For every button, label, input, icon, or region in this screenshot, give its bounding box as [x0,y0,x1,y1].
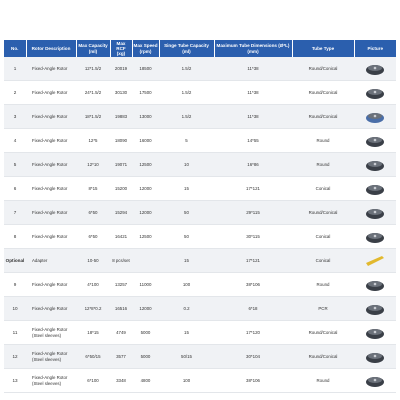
cell-max-rcf: 18090 [110,129,132,153]
header-max-capacity: Max Capacity (ml) [76,40,110,57]
cell-tube-type: Round [292,129,354,153]
cell-single-tube-capacity: 50 [159,201,214,225]
cell-rotor-description: Fixed-Angle Rotor [26,81,76,105]
cell-max-rcf: 20019 [110,57,132,81]
cell-single-tube-capacity: 15 [159,249,214,273]
cell-rotor-description: Fixed-Angle Rotor (Steel sleeves) [26,369,76,393]
rotor-12-place-dark-icon [365,134,385,148]
rotor-spec-table [4,40,396,393]
cell-rotor-description: Fixed-Angle Rotor [26,105,76,129]
cell-max-capacity: 8*15 [76,177,110,201]
rotor-steel-sleeves-icon [365,374,385,388]
cell-max-rcf: 15200 [110,177,132,201]
cell-no: 3 [4,105,26,129]
cell-max-speed: 5000 [132,345,159,369]
cell-max-rcf: 3577 [110,345,132,369]
table-row [4,369,396,393]
cell-rotor-description: Fixed-Angle Rotor [26,225,76,249]
cell-picture [354,105,396,129]
cell-tube-type: Round [292,369,354,393]
cell-max-capacity: 6*50 [76,225,110,249]
header-no: No. [4,40,26,57]
cell-picture [354,177,396,201]
cell-rotor-description: Fixed-Angle Rotor [26,129,76,153]
adapter-yellow-icon [365,254,385,268]
cell-picture [354,201,396,225]
cell-tube-type: Round/Conical [292,57,354,81]
table-row [4,201,396,225]
rotor-steel-sleeves-icon [365,350,385,364]
cell-max-capacity: 18*15 [76,321,110,345]
cell-single-tube-capacity: 10 [159,153,214,177]
cell-max-speed: 12000 [132,201,159,225]
cell-tube-type: Conical [292,177,354,201]
cell-max-speed: 18500 [132,57,159,81]
cell-max-capacity: 18*1.5/2 [76,105,110,129]
rotor-6-place-dark-icon [365,206,385,220]
cell-max-speed: 12500 [132,153,159,177]
cell-tube-type: Conical [292,249,354,273]
cell-tube-type: Round [292,153,354,177]
rotor-4-place-dark-icon [365,278,385,292]
cell-max-speed: 12500 [132,225,159,249]
rotor-spec-table-container [4,40,396,393]
cell-max-speed: 11000 [132,273,159,297]
cell-rotor-description: Fixed-Angle Rotor [26,57,76,81]
rotor-12-place-dark-icon [365,158,385,172]
cell-max-capacity: 24*1.5/2 [76,81,110,105]
cell-tube-type: Round/Conical [292,345,354,369]
cell-single-tube-capacity: 5 [159,129,214,153]
cell-max-rcf: 16516 [110,297,132,321]
header-tube-type: Tube Type [292,40,354,57]
cell-max-capacity: 6*50/15 [76,345,110,369]
cell-max-tube-dimensions: 38*106 [214,273,292,297]
cell-max-rcf: 16421 [110,225,132,249]
cell-max-capacity: 12*1.5/2 [76,57,110,81]
cell-single-tube-capacity: 1.5/2 [159,57,214,81]
table-row [4,345,396,369]
cell-picture [354,81,396,105]
cell-single-tube-capacity: 50/15 [159,345,214,369]
table-row [4,273,396,297]
cell-max-capacity: 10-50 [76,249,110,273]
cell-tube-type: Conical [292,225,354,249]
rotor-18-place-blue-icon [365,110,385,124]
header-max-speed: Max Speed (rpm) [132,40,159,57]
cell-max-tube-dimensions: 17*121 [214,249,292,273]
cell-single-tube-capacity: 50 [159,225,214,249]
cell-single-tube-capacity: 1.5/2 [159,81,214,105]
cell-no: 1 [4,57,26,81]
header-picture: Picture [354,40,396,57]
rotor-12-place-dark-icon [365,62,385,76]
cell-picture [354,153,396,177]
cell-rotor-description: Fixed-Angle Rotor [26,153,76,177]
table-row [4,153,396,177]
cell-max-capacity: 6*100 [76,369,110,393]
cell-max-tube-dimensions: 30*115 [214,225,292,249]
cell-max-speed: 4800 [132,369,159,393]
cell-rotor-description: Fixed-Angle Rotor (Steel sleeves) [26,321,76,345]
table-row [4,129,396,153]
cell-max-capacity: 12*10 [76,153,110,177]
rotor-steel-sleeves-icon [365,326,385,340]
cell-max-rcf: 15294 [110,201,132,225]
cell-max-tube-dimensions: 11*38 [214,105,292,129]
cell-picture [354,345,396,369]
table-row [4,81,396,105]
cell-rotor-description: Fixed-Angle Rotor (Steel sleeves) [26,345,76,369]
cell-max-tube-dimensions: 38*106 [214,369,292,393]
cell-max-tube-dimensions: 30*104 [214,345,292,369]
cell-tube-type: Round/Conical [292,321,354,345]
cell-no: 11 [4,321,26,345]
header-single-tube-capacity: Singe Tube Capacity (ml) [159,40,214,57]
cell-single-tube-capacity: 0.2 [159,297,214,321]
cell-max-speed: 13000 [132,105,159,129]
cell-max-rcf: 13257 [110,273,132,297]
cell-max-capacity: 12*8*0.2 [76,297,110,321]
cell-max-capacity: 4*100 [76,273,110,297]
header-max-rcf: Max RCF (xg) [110,40,132,57]
cell-max-speed [132,249,159,273]
cell-picture [354,273,396,297]
cell-max-tube-dimensions: 6*18 [214,297,292,321]
cell-rotor-description: Fixed-Angle Rotor [26,273,76,297]
cell-no: 4 [4,129,26,153]
cell-tube-type: PCR [292,297,354,321]
cell-no: 13 [4,369,26,393]
cell-rotor-description: Fixed-Angle Rotor [26,177,76,201]
cell-max-tube-dimensions: 17*120 [214,321,292,345]
table-row [4,57,396,81]
cell-max-capacity: 6*50 [76,201,110,225]
cell-max-speed: 17500 [132,81,159,105]
cell-max-rcf: 3348 [110,369,132,393]
cell-picture [354,129,396,153]
table-row [4,249,396,273]
table-row [4,225,396,249]
cell-single-tube-capacity: 100 [159,369,214,393]
cell-picture [354,249,396,273]
rotor-pcr-strip-icon [365,302,385,316]
cell-tube-type: Round/Conical [292,81,354,105]
cell-max-speed: 5000 [132,321,159,345]
cell-max-rcf: 19071 [110,153,132,177]
table-row [4,321,396,345]
cell-max-tube-dimensions: 11*38 [214,81,292,105]
cell-rotor-description: Adapter [26,249,76,273]
cell-picture [354,57,396,81]
header-rotor-description: Rotor Description [26,40,76,57]
cell-single-tube-capacity: 15 [159,321,214,345]
cell-max-speed: 12000 [132,297,159,321]
rotor-24-place-dark-icon [365,86,385,100]
table-row [4,177,396,201]
cell-tube-type: Round [292,273,354,297]
table-row [4,297,396,321]
rotor-6-place-dark-icon [365,230,385,244]
cell-no: 7 [4,201,26,225]
cell-no: 12 [4,345,26,369]
cell-rotor-description: Fixed-Angle Rotor [26,297,76,321]
cell-no: 2 [4,81,26,105]
cell-max-capacity: 12*5 [76,129,110,153]
table-header-row [4,40,396,57]
cell-max-speed: 16000 [132,129,159,153]
cell-max-tube-dimensions: 17*121 [214,177,292,201]
cell-single-tube-capacity: 15 [159,177,214,201]
cell-no: 5 [4,153,26,177]
cell-tube-type: Round/Conical [292,201,354,225]
cell-picture [354,297,396,321]
cell-no: 8 [4,225,26,249]
cell-no: Optional [4,249,26,273]
cell-no: 9 [4,273,26,297]
cell-max-speed: 12000 [132,177,159,201]
cell-picture [354,225,396,249]
cell-tube-type: Round/Conical [292,105,354,129]
cell-no: 10 [4,297,26,321]
cell-picture [354,369,396,393]
cell-max-rcf: 4749 [110,321,132,345]
cell-single-tube-capacity: 1.5/2 [159,105,214,129]
cell-max-tube-dimensions: 11*38 [214,57,292,81]
cell-max-tube-dimensions: 29*115 [214,201,292,225]
cell-max-rcf: 8 pcs/set [110,249,132,273]
cell-max-rcf: 19883 [110,105,132,129]
cell-no: 6 [4,177,26,201]
cell-max-tube-dimensions: 16*86 [214,153,292,177]
header-max-tube-dimensions: Maximum Tube Dimensions (Ø*L)(mm) [214,40,292,57]
cell-rotor-description: Fixed-Angle Rotor [26,201,76,225]
rotor-8-place-dark-icon [365,182,385,196]
cell-picture [354,321,396,345]
cell-max-tube-dimensions: 14*55 [214,129,292,153]
cell-single-tube-capacity: 100 [159,273,214,297]
table-row [4,105,396,129]
cell-max-rcf: 30130 [110,81,132,105]
